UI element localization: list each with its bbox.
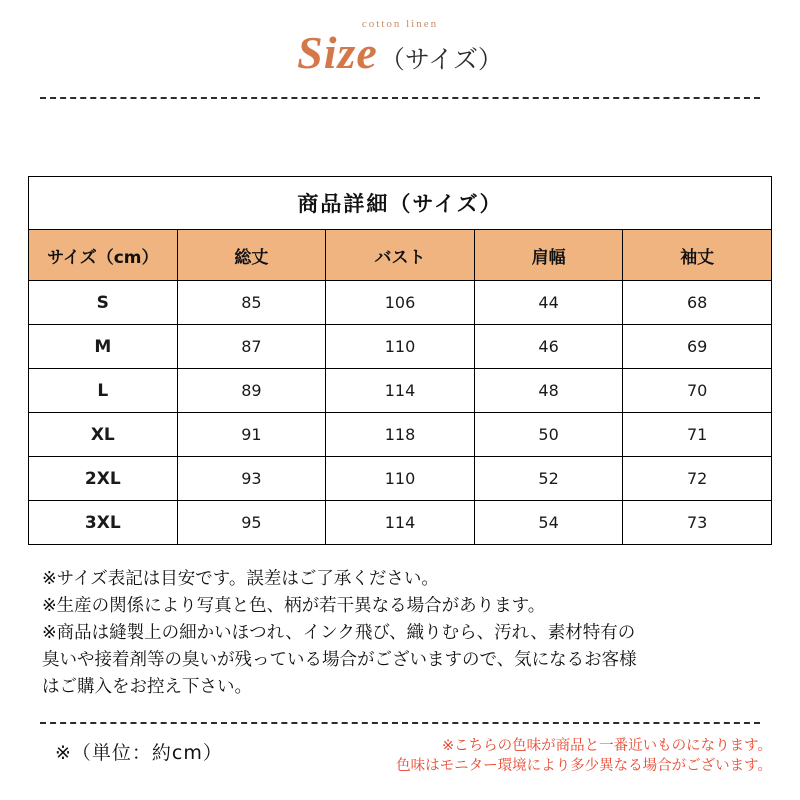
column-header-sleeve: 袖丈 xyxy=(623,230,772,281)
cell-length: 89 xyxy=(177,369,326,413)
cell-length: 87 xyxy=(177,325,326,369)
cell-length: 95 xyxy=(177,501,326,545)
cell-sleeve: 70 xyxy=(623,369,772,413)
cell-length: 85 xyxy=(177,281,326,325)
size-table xyxy=(28,176,772,545)
cell-sleeve: 72 xyxy=(623,457,772,501)
cell-shoulder: 46 xyxy=(474,325,623,369)
cell-bust: 110 xyxy=(326,457,475,501)
row-size-label: 3XL xyxy=(29,501,178,545)
cell-shoulder: 50 xyxy=(474,413,623,457)
cell-sleeve: 69 xyxy=(623,325,772,369)
cell-bust: 114 xyxy=(326,501,475,545)
column-header-size: サイズ（cm） xyxy=(29,230,178,281)
title-latin: Size xyxy=(297,27,378,78)
header-script-text: cotton linen xyxy=(361,18,439,30)
column-header-length: 総丈 xyxy=(177,230,326,281)
table-row xyxy=(29,457,772,501)
color-warning xyxy=(396,736,772,776)
table-row xyxy=(29,413,772,457)
color-warning-line: 色味はモニター環境により多少異なる場合がございます。 xyxy=(396,758,772,774)
table-row xyxy=(29,325,772,369)
cell-shoulder: 52 xyxy=(474,457,623,501)
cell-sleeve: 73 xyxy=(623,501,772,545)
cell-bust: 114 xyxy=(326,369,475,413)
size-table-container xyxy=(28,176,772,545)
cell-sleeve: 71 xyxy=(623,413,772,457)
cell-bust: 106 xyxy=(326,281,475,325)
row-size-label: M xyxy=(29,325,178,369)
notes-block xyxy=(42,566,758,701)
cell-shoulder: 54 xyxy=(474,501,623,545)
table-header-row xyxy=(29,230,772,281)
row-size-label: L xyxy=(29,369,178,413)
column-header-bust: バスト xyxy=(326,230,475,281)
table-row xyxy=(29,281,772,325)
note-line: ※生産の関係により写真と色、柄が若干異なる場合があります。 xyxy=(42,596,546,616)
cell-bust: 110 xyxy=(326,325,475,369)
note-line: 臭いや接着剤等の臭いが残っている場合がございますので、気になるお客様 xyxy=(42,650,637,670)
page-header xyxy=(0,18,800,79)
cell-length: 93 xyxy=(177,457,326,501)
cell-bust: 118 xyxy=(326,413,475,457)
note-line: はご購入をお控え下さい。 xyxy=(42,677,252,697)
page-title xyxy=(0,26,800,79)
table-title: 商品詳細（サイズ） xyxy=(29,177,772,230)
cell-shoulder: 44 xyxy=(474,281,623,325)
divider-bottom xyxy=(40,722,760,724)
divider-top xyxy=(40,97,760,99)
row-size-label: XL xyxy=(29,413,178,457)
column-header-shoulder: 肩幅 xyxy=(474,230,623,281)
row-size-label: S xyxy=(29,281,178,325)
row-size-label: 2XL xyxy=(29,457,178,501)
note-line: ※商品は縫製上の細かいほつれ、インク飛び、織りむら、汚れ、素材特有の xyxy=(42,623,636,643)
cell-shoulder: 48 xyxy=(474,369,623,413)
unit-note: ※（単位：約cm） xyxy=(55,742,223,764)
cell-sleeve: 68 xyxy=(623,281,772,325)
note-line: ※サイズ表記は目安です。誤差はご了承ください。 xyxy=(42,569,439,589)
cell-length: 91 xyxy=(177,413,326,457)
table-row xyxy=(29,369,772,413)
table-title-row xyxy=(29,177,772,230)
title-japanese: （サイズ） xyxy=(379,45,503,74)
table-row xyxy=(29,501,772,545)
color-warning-line: ※こちらの色味が商品と一番近いものになります。 xyxy=(442,738,772,754)
